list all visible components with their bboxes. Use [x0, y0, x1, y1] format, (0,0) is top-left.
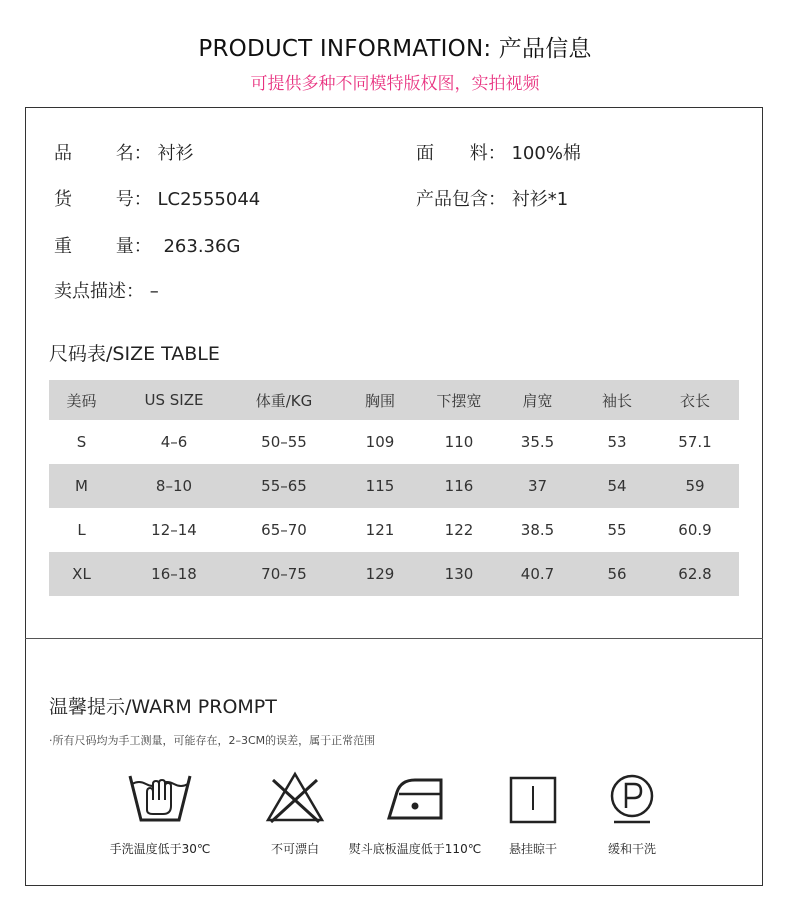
hand-wash-icon: [127, 770, 193, 826]
table-cell: 130: [444, 565, 474, 583]
table-cell: 121: [365, 521, 395, 539]
table-cell: 122: [444, 521, 474, 539]
section-divider: [25, 638, 763, 639]
info-selling: [54, 277, 159, 303]
care-label: 悬挂晾干: [508, 842, 557, 856]
header-cell: 美码: [66, 391, 97, 410]
header-cell: 肩宽: [522, 391, 553, 410]
table-cell: XL: [72, 565, 91, 583]
table-row: [49, 552, 739, 596]
table-cell: 70–75: [261, 565, 307, 583]
info-material-value: 100%棉: [511, 143, 581, 164]
table-cell: 54: [607, 477, 627, 495]
table-cell: 56: [607, 565, 627, 583]
warm-prompt-note: ·所有尺码均为手工测量，可能存在，2–3CM的误差，属于正常范围: [49, 734, 376, 747]
care-label: 手洗温度低于30℃: [109, 842, 211, 856]
size-table: [49, 380, 739, 596]
table-cell: 116: [444, 477, 474, 495]
info-selling-value: –: [149, 281, 159, 302]
info-sku: [54, 185, 260, 211]
no-bleach-icon: [265, 770, 325, 826]
table-cell: 40.7: [520, 565, 555, 583]
table-cell: 50–55: [261, 433, 307, 451]
info-material-label: 面 料：: [416, 143, 506, 164]
table-cell: 53: [607, 433, 627, 451]
care-item-dry-clean: [592, 770, 672, 857]
page-subtitle: 可提供多种不同模特版权图，实拍视频: [250, 74, 540, 94]
info-sku-label: 货 号：: [54, 189, 152, 210]
table-cell: M: [75, 477, 88, 495]
info-weight-value: 263.36G: [163, 236, 241, 257]
table-cell: 12–14: [151, 521, 197, 539]
table-row: [49, 420, 739, 464]
info-weight-label: 重 量：: [54, 236, 152, 257]
table-cell: S: [76, 433, 87, 451]
table-cell: 109: [365, 433, 395, 451]
info-weight: [54, 232, 240, 258]
size-table-header: [49, 380, 739, 420]
header-cell: 下摆宽: [436, 391, 482, 410]
table-cell: 129: [365, 565, 395, 583]
table-cell: L: [77, 521, 86, 539]
page-title: PRODUCT INFORMATION: 产品信息: [198, 36, 592, 62]
table-cell: 57.1: [678, 433, 712, 451]
header-cell: 体重/KG: [255, 391, 313, 410]
dry-clean-p-icon: [606, 770, 658, 826]
table-cell: 35.5: [520, 433, 555, 451]
info-selling-label: 卖点描述：: [54, 281, 144, 302]
table-row: [49, 464, 739, 508]
table-cell: 37: [527, 477, 548, 495]
table-cell: 16–18: [151, 565, 197, 583]
table-cell: 8–10: [155, 477, 193, 495]
header-cell: 胸围: [364, 391, 395, 410]
header-cell: 衣长: [679, 391, 710, 410]
care-label: 不可漂白: [270, 842, 319, 856]
care-label: 熨斗底板温度低于110℃: [348, 842, 482, 856]
care-item-line-dry: [493, 770, 573, 857]
care-item-no-bleach: [240, 770, 350, 857]
info-name-value: 衬衫: [157, 143, 194, 164]
header-cell: 袖长: [601, 391, 632, 410]
header-cell: US SIZE: [144, 391, 204, 409]
line-dry-icon: [507, 770, 559, 826]
size-table-title: 尺码表/SIZE TABLE: [49, 343, 220, 365]
info-includes-value: 衬衫*1: [511, 189, 569, 210]
table-cell: 62.8: [678, 565, 712, 583]
info-sku-value: LC2555044: [157, 189, 261, 210]
care-item-iron: [340, 770, 490, 857]
table-row: [49, 508, 739, 552]
info-includes: [416, 185, 568, 211]
table-cell: 38.5: [520, 521, 555, 539]
table-cell: 55: [607, 521, 627, 539]
table-cell: 4–6: [160, 433, 188, 451]
iron-icon: [385, 770, 445, 826]
table-cell: 60.9: [678, 521, 712, 539]
table-cell: 65–70: [261, 521, 307, 539]
warm-prompt-title: 温馨提示/WARM PROMPT: [49, 696, 277, 718]
table-cell: 55–65: [261, 477, 307, 495]
table-cell: 59: [685, 477, 705, 495]
info-material: [416, 139, 581, 165]
info-includes-label: 产品包含：: [416, 189, 506, 210]
table-cell: 115: [365, 477, 395, 495]
care-label: 缓和干洗: [607, 842, 656, 856]
table-cell: 110: [444, 433, 474, 451]
info-name: [54, 139, 193, 165]
info-name-label: 品 名：: [54, 143, 152, 164]
care-item-hand-wash: [95, 770, 225, 857]
